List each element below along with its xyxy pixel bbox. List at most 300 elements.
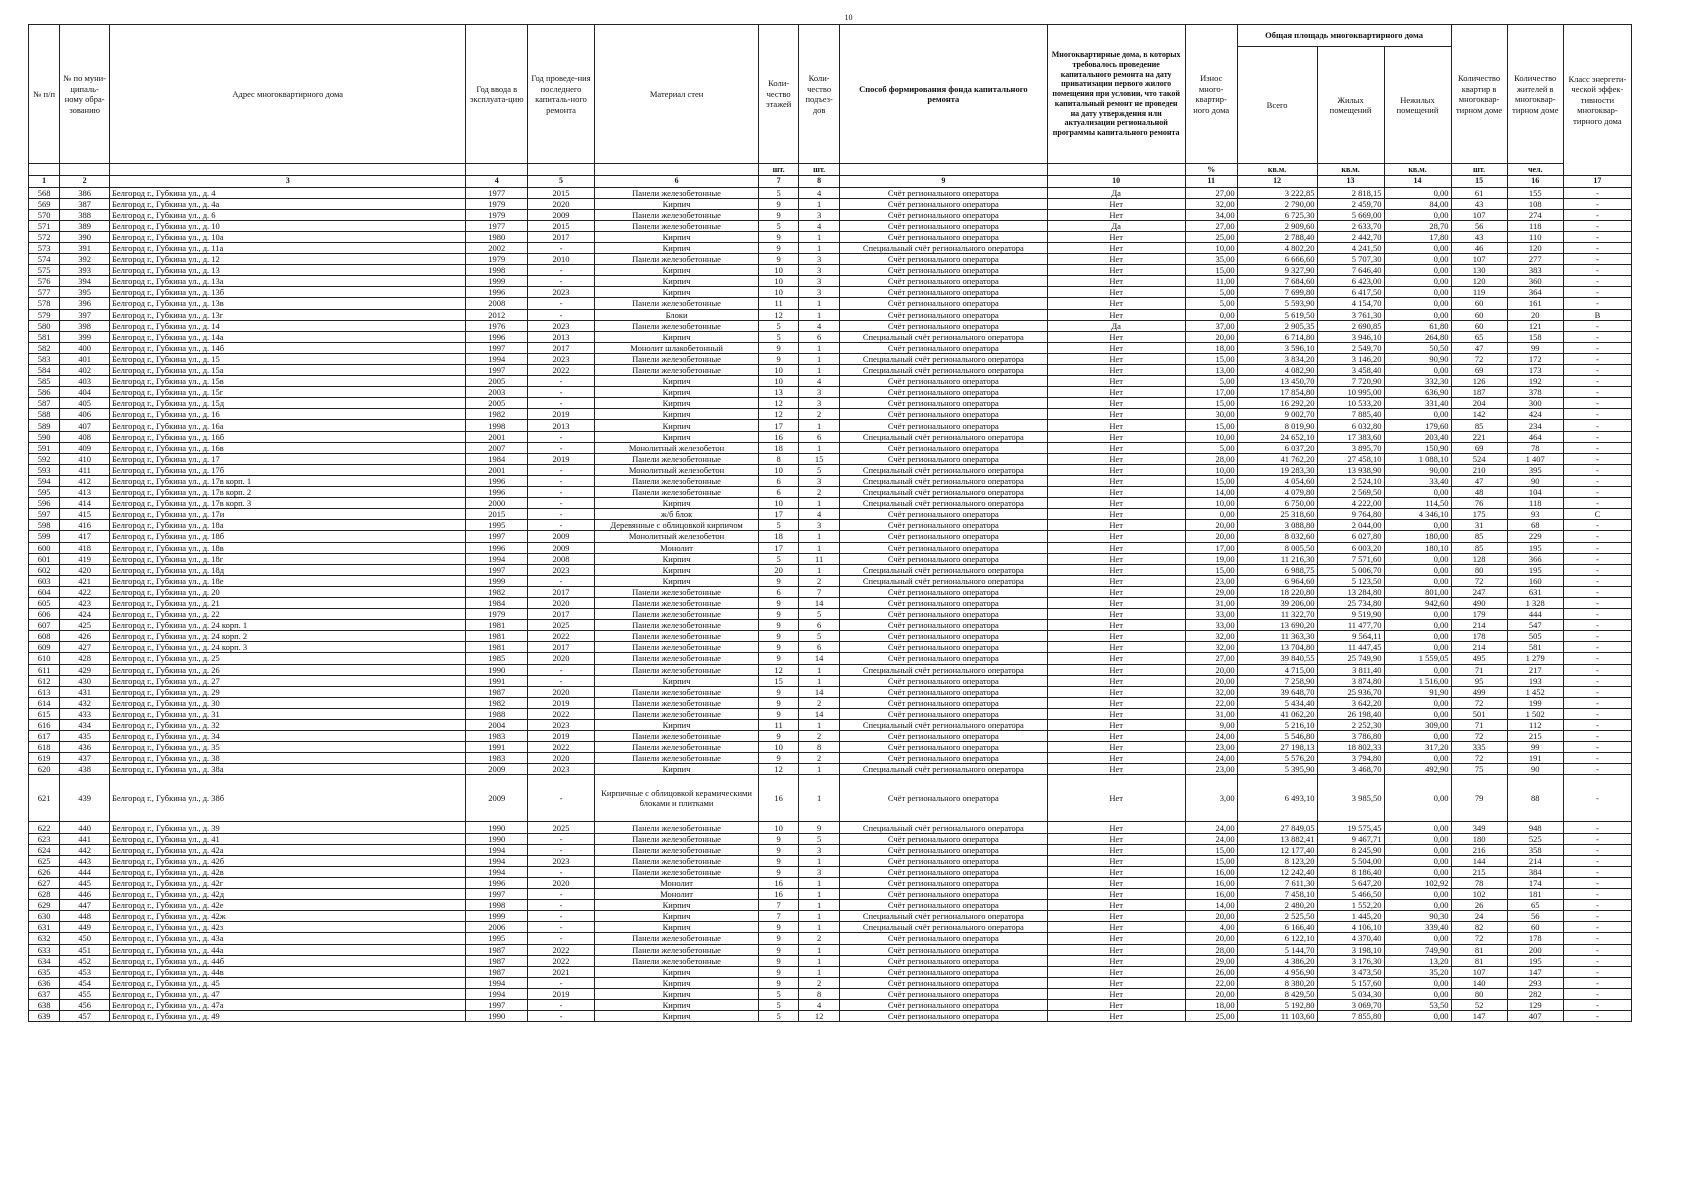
cell-fund-method: Счёт регионального оператора — [840, 309, 1047, 320]
cell-wear: 29,00 — [1185, 955, 1237, 966]
cell-residents: 65 — [1507, 900, 1563, 911]
cell-fund-method: Счёт регионального оператора — [840, 855, 1047, 866]
cell-row-num: 617 — [29, 731, 60, 742]
cell-entrances: 7 — [799, 586, 840, 597]
table-row — [29, 409, 1632, 420]
column-number: 6 — [594, 176, 758, 188]
cell-wear: 15,00 — [1185, 855, 1237, 866]
cell-flats: 69 — [1451, 365, 1507, 376]
table-body — [29, 187, 1632, 1022]
cell-area-living: 1 445,20 — [1317, 911, 1384, 922]
table-row — [29, 365, 1632, 376]
cell-entrances: 1 — [799, 342, 840, 353]
cell-area-total: 2 905,35 — [1237, 320, 1317, 331]
cell-area-living: 3 761,30 — [1317, 309, 1384, 320]
cell-wall-material: Монолит шлакобетонный — [594, 342, 758, 353]
table-row — [29, 988, 1632, 999]
cell-mun-num: 455 — [60, 988, 110, 999]
cell-area-living: 8 245,90 — [1317, 844, 1384, 855]
cell-flats: 75 — [1451, 764, 1507, 775]
cell-repair-required: Нет — [1047, 209, 1185, 220]
cell-energy-class: - — [1563, 731, 1631, 742]
table-row — [29, 775, 1632, 822]
cell-area-total: 19 283,30 — [1237, 464, 1317, 475]
cell-wall-material: Кирпич — [594, 409, 758, 420]
cell-area-living: 6 423,00 — [1317, 276, 1384, 287]
cell-residents: 282 — [1507, 988, 1563, 999]
cell-wear: 23,00 — [1185, 764, 1237, 775]
cell-area-total: 2 480,20 — [1237, 900, 1317, 911]
cell-flats: 126 — [1451, 376, 1507, 387]
cell-mun-num: 443 — [60, 855, 110, 866]
cell-year-repair: - — [528, 464, 595, 475]
cell-energy-class: - — [1563, 276, 1631, 287]
cell-floors: 9 — [759, 597, 799, 608]
cell-floors: 9 — [759, 844, 799, 855]
cell-entrances: 3 — [799, 520, 840, 531]
cell-wear: 15,00 — [1185, 398, 1237, 409]
cell-year-repair: 2025 — [528, 620, 595, 631]
cell-row-num: 575 — [29, 265, 60, 276]
cell-year-repair: - — [528, 276, 595, 287]
col-header-year-repair: Год проведе-ния последнего капиталь-ного ремонта — [528, 25, 595, 164]
cell-entrances: 1 — [799, 531, 840, 542]
cell-year-built: 2008 — [466, 298, 528, 309]
cell-repair-required: Нет — [1047, 742, 1185, 753]
cell-mun-num: 447 — [60, 900, 110, 911]
cell-entrances: 5 — [799, 464, 840, 475]
cell-residents: 120 — [1507, 242, 1563, 253]
cell-floors: 9 — [759, 575, 799, 586]
cell-entrances: 1 — [799, 944, 840, 955]
cell-address: Белгород г., Губкина ул., д. 49 — [110, 1011, 466, 1022]
cell-area-living: 3 468,70 — [1317, 764, 1384, 775]
cell-fund-method: Счёт регионального оператора — [840, 933, 1047, 944]
cell-address: Белгород г., Губкина ул., д. 18б — [110, 531, 466, 542]
cell-area-nonliving: 0,00 — [1384, 287, 1451, 298]
cell-year-repair: 2023 — [528, 720, 595, 731]
cell-wear: 15,00 — [1185, 475, 1237, 486]
cell-residents: 112 — [1507, 720, 1563, 731]
cell-mun-num: 409 — [60, 442, 110, 453]
cell-mun-num: 410 — [60, 453, 110, 464]
cell-wall-material: Панели железобетонные — [594, 653, 758, 664]
cell-wear: 9,00 — [1185, 720, 1237, 731]
cell-energy-class: - — [1563, 877, 1631, 888]
cell-flats: 144 — [1451, 855, 1507, 866]
cell-energy-class: - — [1563, 844, 1631, 855]
table-row — [29, 877, 1632, 888]
cell-area-nonliving: 0,00 — [1384, 844, 1451, 855]
cell-flats: 175 — [1451, 509, 1507, 520]
cell-fund-method: Счёт регионального оператора — [840, 966, 1047, 977]
cell-energy-class: - — [1563, 542, 1631, 553]
cell-year-repair: 2015 — [528, 187, 595, 198]
cell-area-living: 7 571,60 — [1317, 553, 1384, 564]
cell-energy-class: - — [1563, 187, 1631, 198]
cell-floors: 9 — [759, 642, 799, 653]
cell-area-living: 25 936,70 — [1317, 686, 1384, 697]
cell-address: Белгород г., Губкина ул., д. 16 — [110, 409, 466, 420]
cell-flats: 24 — [1451, 911, 1507, 922]
cell-repair-required: Нет — [1047, 420, 1185, 431]
cell-wall-material: Кирпич — [594, 900, 758, 911]
cell-mun-num: 402 — [60, 365, 110, 376]
cell-wear: 32,00 — [1185, 642, 1237, 653]
cell-wall-material: Кирпич — [594, 231, 758, 242]
cell-fund-method: Счёт регионального оператора — [840, 531, 1047, 542]
cell-repair-required: Да — [1047, 220, 1185, 231]
cell-flats: 142 — [1451, 409, 1507, 420]
cell-mun-num: 390 — [60, 231, 110, 242]
cell-area-total: 2 788,40 — [1237, 231, 1317, 242]
cell-area-living: 1 552,20 — [1317, 900, 1384, 911]
cell-floors: 9 — [759, 353, 799, 364]
cell-row-num: 611 — [29, 664, 60, 675]
cell-row-num: 593 — [29, 464, 60, 475]
cell-row-num: 624 — [29, 844, 60, 855]
cell-entrances: 6 — [799, 642, 840, 653]
cell-year-built: 1981 — [466, 631, 528, 642]
cell-residents: 199 — [1507, 697, 1563, 708]
cell-floors: 5 — [759, 331, 799, 342]
cell-area-nonliving: 150,90 — [1384, 442, 1451, 453]
cell-year-repair: 2023 — [528, 764, 595, 775]
table-row — [29, 475, 1632, 486]
cell-mun-num: 418 — [60, 542, 110, 553]
cell-area-living: 2 569,50 — [1317, 487, 1384, 498]
cell-wear: 25,00 — [1185, 1011, 1237, 1022]
cell-address: Белгород г., Губкина ул., д. 17в корп. 3 — [110, 498, 466, 509]
cell-repair-required: Нет — [1047, 708, 1185, 719]
cell-flats: 495 — [1451, 653, 1507, 664]
cell-wall-material: Монолитный железобетон — [594, 442, 758, 453]
cell-year-built: 1991 — [466, 675, 528, 686]
cell-address: Белгород г., Губкина ул., д. 15в — [110, 376, 466, 387]
cell-row-num: 584 — [29, 365, 60, 376]
cell-fund-method: Специальный счёт регионального оператора — [840, 922, 1047, 933]
cell-energy-class: - — [1563, 631, 1631, 642]
cell-flats: 56 — [1451, 220, 1507, 231]
cell-repair-required: Нет — [1047, 966, 1185, 977]
unit-area-total: кв.м. — [1237, 164, 1317, 176]
cell-residents: 88 — [1507, 775, 1563, 822]
cell-entrances: 1 — [799, 764, 840, 775]
cell-address: Белгород г., Губкина ул., д. 42а — [110, 844, 466, 855]
cell-year-repair: 2017 — [528, 586, 595, 597]
cell-fund-method: Специальный счёт регионального оператора — [840, 720, 1047, 731]
cell-flats: 490 — [1451, 597, 1507, 608]
cell-entrances: 1 — [799, 309, 840, 320]
table-row — [29, 298, 1632, 309]
cell-area-total: 7 258,90 — [1237, 675, 1317, 686]
cell-area-total: 39 840,55 — [1237, 653, 1317, 664]
cell-flats: 247 — [1451, 586, 1507, 597]
cell-area-nonliving: 0,00 — [1384, 866, 1451, 877]
table-row — [29, 889, 1632, 900]
cell-address: Белгород г., Губкина ул., д. 44б — [110, 955, 466, 966]
cell-year-built: 1997 — [466, 889, 528, 900]
cell-wall-material: Кирпич — [594, 498, 758, 509]
cell-year-repair: 2025 — [528, 822, 595, 833]
cell-wear: 20,00 — [1185, 933, 1237, 944]
cell-address: Белгород г., Губкина ул., д. 42е — [110, 900, 466, 911]
cell-residents: 173 — [1507, 365, 1563, 376]
cell-year-repair: 2019 — [528, 988, 595, 999]
cell-wear: 10,00 — [1185, 431, 1237, 442]
cell-area-total: 39 648,70 — [1237, 686, 1317, 697]
cell-floors: 12 — [759, 664, 799, 675]
cell-floors: 5 — [759, 220, 799, 231]
cell-residents: 1 328 — [1507, 597, 1563, 608]
table-row — [29, 844, 1632, 855]
cell-wear: 17,00 — [1185, 542, 1237, 553]
cell-flats: 78 — [1451, 877, 1507, 888]
cell-mun-num: 420 — [60, 564, 110, 575]
cell-floors: 11 — [759, 298, 799, 309]
cell-floors: 9 — [759, 653, 799, 664]
cell-repair-required: Нет — [1047, 977, 1185, 988]
cell-year-built: 1994 — [466, 353, 528, 364]
cell-repair-required: Нет — [1047, 509, 1185, 520]
cell-year-repair: - — [528, 664, 595, 675]
cell-wall-material: Кирпич — [594, 764, 758, 775]
cell-residents: 193 — [1507, 675, 1563, 686]
cell-repair-required: Нет — [1047, 231, 1185, 242]
cell-address: Белгород г., Губкина ул., д. 34 — [110, 731, 466, 742]
cell-area-nonliving: 0,00 — [1384, 833, 1451, 844]
cell-residents: 364 — [1507, 287, 1563, 298]
cell-year-built: 1994 — [466, 988, 528, 999]
table-row — [29, 742, 1632, 753]
cell-area-living: 5 006,70 — [1317, 564, 1384, 575]
cell-residents: 78 — [1507, 442, 1563, 453]
cell-year-repair: - — [528, 398, 595, 409]
cell-energy-class: - — [1563, 697, 1631, 708]
unit-area-nonliving: кв.м. — [1384, 164, 1451, 176]
cell-row-num: 606 — [29, 609, 60, 620]
table-row — [29, 609, 1632, 620]
cell-address: Белгород г., Губкина ул., д. 24 корп. 2 — [110, 631, 466, 642]
cell-wear: 32,00 — [1185, 631, 1237, 642]
cell-floors: 9 — [759, 855, 799, 866]
cell-wear: 22,00 — [1185, 977, 1237, 988]
cell-area-living: 3 874,80 — [1317, 675, 1384, 686]
cell-area-nonliving: 0,00 — [1384, 731, 1451, 742]
cell-row-num: 586 — [29, 387, 60, 398]
cell-energy-class: - — [1563, 475, 1631, 486]
cell-fund-method: Счёт регионального оператора — [840, 342, 1047, 353]
cell-repair-required: Нет — [1047, 475, 1185, 486]
cell-entrances: 1 — [799, 855, 840, 866]
cell-fund-method: Счёт регионального оператора — [840, 553, 1047, 564]
cell-entrances: 4 — [799, 376, 840, 387]
cell-wall-material: Кирпич — [594, 398, 758, 409]
cell-address: Белгород г., Губкина ул., д. 13г — [110, 309, 466, 320]
cell-mun-num: 445 — [60, 877, 110, 888]
cell-mun-num: 433 — [60, 708, 110, 719]
unit-wear: % — [1185, 164, 1237, 176]
cell-repair-required: Нет — [1047, 531, 1185, 542]
cell-area-living: 17 383,60 — [1317, 431, 1384, 442]
cell-wall-material: Панели железобетонные — [594, 453, 758, 464]
cell-floors: 17 — [759, 509, 799, 520]
cell-wear: 10,00 — [1185, 464, 1237, 475]
cell-area-nonliving: 0,00 — [1384, 1011, 1451, 1022]
cell-floors: 16 — [759, 877, 799, 888]
cell-wear: 33,00 — [1185, 620, 1237, 631]
cell-repair-required: Нет — [1047, 653, 1185, 664]
cell-floors: 9 — [759, 254, 799, 265]
cell-wall-material: Панели железобетонные — [594, 298, 758, 309]
cell-residents: 948 — [1507, 822, 1563, 833]
cell-wear: 16,00 — [1185, 866, 1237, 877]
cell-energy-class: - — [1563, 320, 1631, 331]
cell-area-nonliving: 91,90 — [1384, 686, 1451, 697]
cell-address: Белгород г., Губкина ул., д. 24 корп. 3 — [110, 642, 466, 653]
cell-residents: 378 — [1507, 387, 1563, 398]
cell-address: Белгород г., Губкина ул., д. 17и — [110, 509, 466, 520]
cell-mun-num: 440 — [60, 822, 110, 833]
cell-wall-material: Блоки — [594, 309, 758, 320]
table-row — [29, 977, 1632, 988]
cell-year-built: 2012 — [466, 309, 528, 320]
cell-flats: 81 — [1451, 944, 1507, 955]
cell-area-total: 5 619,50 — [1237, 309, 1317, 320]
cell-floors: 9 — [759, 966, 799, 977]
cell-repair-required: Нет — [1047, 254, 1185, 265]
cell-area-living: 27 458,10 — [1317, 453, 1384, 464]
table-row — [29, 822, 1632, 833]
cell-mun-num: 408 — [60, 431, 110, 442]
cell-area-nonliving: 0,00 — [1384, 609, 1451, 620]
cell-area-living: 5 034,30 — [1317, 988, 1384, 999]
cell-wall-material: Панели железобетонные — [594, 686, 758, 697]
cell-area-living: 11 447,45 — [1317, 642, 1384, 653]
cell-energy-class: - — [1563, 564, 1631, 575]
cell-flats: 524 — [1451, 453, 1507, 464]
cell-row-num: 601 — [29, 553, 60, 564]
cell-energy-class: - — [1563, 409, 1631, 420]
cell-mun-num: 429 — [60, 664, 110, 675]
cell-energy-class: - — [1563, 822, 1631, 833]
cell-row-num: 623 — [29, 833, 60, 844]
cell-year-built: 1979 — [466, 254, 528, 265]
cell-repair-required: Нет — [1047, 988, 1185, 999]
cell-entrances: 1 — [799, 298, 840, 309]
cell-flats: 81 — [1451, 955, 1507, 966]
cell-area-living: 5 466,50 — [1317, 889, 1384, 900]
cell-fund-method: Счёт регионального оператора — [840, 999, 1047, 1010]
cell-entrances: 2 — [799, 697, 840, 708]
cell-floors: 9 — [759, 231, 799, 242]
cell-area-nonliving: 13,20 — [1384, 955, 1451, 966]
cell-flats: 85 — [1451, 420, 1507, 431]
cell-area-living: 2 633,70 — [1317, 220, 1384, 231]
cell-address: Белгород г., Губкина ул., д. 35 — [110, 742, 466, 753]
cell-fund-method: Специальный счёт регионального оператора — [840, 331, 1047, 342]
cell-row-num: 616 — [29, 720, 60, 731]
cell-address: Белгород г., Губкина ул., д. 14б — [110, 342, 466, 353]
cell-floors: 9 — [759, 697, 799, 708]
cell-row-num: 596 — [29, 498, 60, 509]
cell-row-num: 572 — [29, 231, 60, 242]
cell-repair-required: Нет — [1047, 620, 1185, 631]
cell-wear: 20,00 — [1185, 988, 1237, 999]
cell-repair-required: Нет — [1047, 353, 1185, 364]
cell-row-num: 613 — [29, 686, 60, 697]
cell-flats: 82 — [1451, 922, 1507, 933]
cell-year-built: 2005 — [466, 398, 528, 409]
cell-wear: 3,00 — [1185, 775, 1237, 822]
cell-area-living: 7 720,90 — [1317, 376, 1384, 387]
cell-floors: 9 — [759, 620, 799, 631]
cell-mun-num: 456 — [60, 999, 110, 1010]
cell-fund-method: Счёт регионального оператора — [840, 387, 1047, 398]
cell-energy-class: - — [1563, 298, 1631, 309]
cell-address: Белгород г., Губкина ул., д. 29 — [110, 686, 466, 697]
table-row — [29, 209, 1632, 220]
cell-flats: 95 — [1451, 675, 1507, 686]
cell-floors: 6 — [759, 475, 799, 486]
cell-year-repair: - — [528, 999, 595, 1010]
cell-entrances: 1 — [799, 442, 840, 453]
cell-floors: 9 — [759, 198, 799, 209]
cell-area-total: 2 909,60 — [1237, 220, 1317, 231]
cell-year-repair: - — [528, 298, 595, 309]
table-row — [29, 531, 1632, 542]
cell-residents: 274 — [1507, 209, 1563, 220]
cell-repair-required: Нет — [1047, 575, 1185, 586]
cell-fund-method: Счёт регионального оператора — [840, 977, 1047, 988]
cell-entrances: 1 — [799, 231, 840, 242]
cell-area-living: 3 642,20 — [1317, 697, 1384, 708]
cell-area-nonliving: 50,50 — [1384, 342, 1451, 353]
cell-year-built: 1997 — [466, 531, 528, 542]
cell-floors: 16 — [759, 775, 799, 822]
cell-repair-required: Нет — [1047, 720, 1185, 731]
cell-wall-material: Панели железобетонные — [594, 731, 758, 742]
table-row — [29, 866, 1632, 877]
table-row — [29, 697, 1632, 708]
cell-area-living: 3 473,50 — [1317, 966, 1384, 977]
cell-year-repair: - — [528, 431, 595, 442]
cell-row-num: 612 — [29, 675, 60, 686]
cell-flats: 72 — [1451, 697, 1507, 708]
cell-year-built: 2015 — [466, 509, 528, 520]
cell-year-built: 1994 — [466, 844, 528, 855]
cell-year-repair: - — [528, 911, 595, 922]
cell-wear: 23,00 — [1185, 575, 1237, 586]
cell-year-repair: 2009 — [528, 542, 595, 553]
cell-energy-class: - — [1563, 1011, 1631, 1022]
cell-flats: 72 — [1451, 353, 1507, 364]
cell-area-living: 3 198,10 — [1317, 944, 1384, 955]
cell-energy-class: - — [1563, 911, 1631, 922]
cell-year-built: 1979 — [466, 609, 528, 620]
cell-year-built: 1990 — [466, 833, 528, 844]
cell-year-repair: 2017 — [528, 642, 595, 653]
cell-year-built: 1995 — [466, 520, 528, 531]
cell-row-num: 636 — [29, 977, 60, 988]
cell-repair-required: Нет — [1047, 564, 1185, 575]
cell-flats: 79 — [1451, 775, 1507, 822]
cell-address: Белгород г., Губкина ул., д. 12 — [110, 254, 466, 265]
cell-energy-class: - — [1563, 387, 1631, 398]
cell-address: Белгород г., Губкина ул., д. 42д — [110, 889, 466, 900]
cell-flats: 147 — [1451, 1011, 1507, 1022]
cell-address: Белгород г., Губкина ул., д. 41 — [110, 833, 466, 844]
